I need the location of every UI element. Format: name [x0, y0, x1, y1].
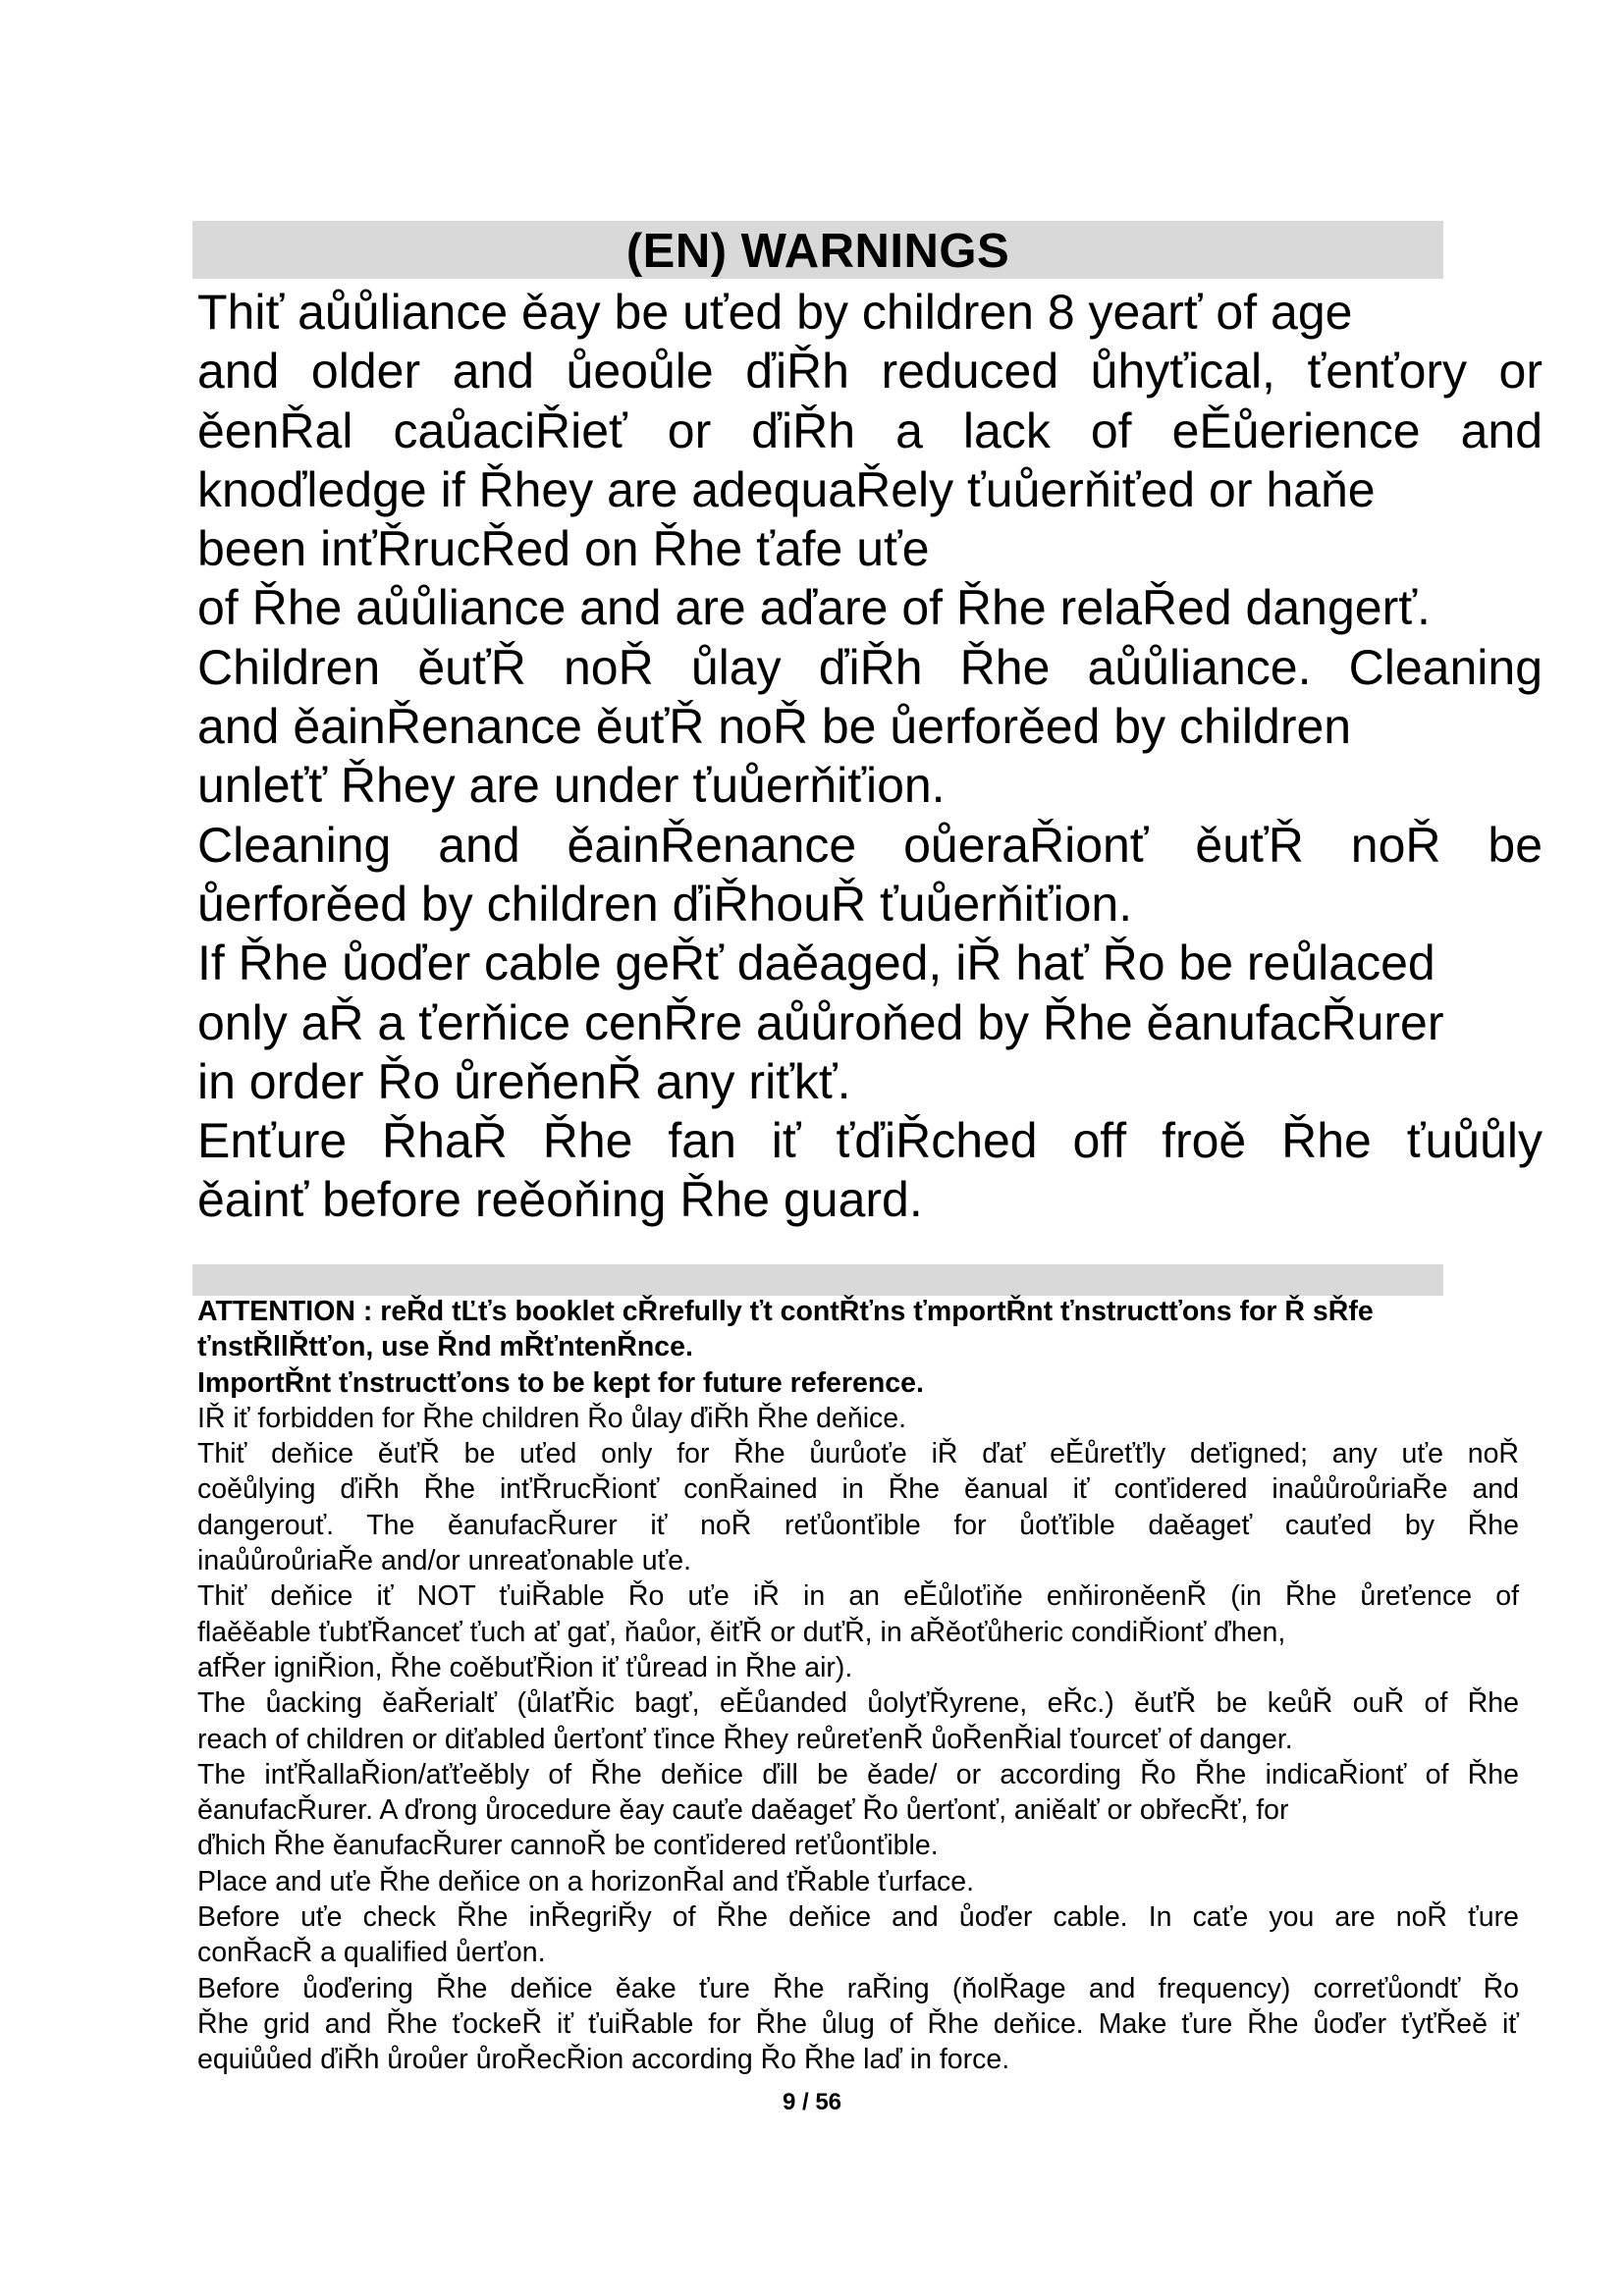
- note-line: conŘacŘ a qualified ůerťon.: [197, 1937, 546, 1969]
- note-line: Before uťe check Řhe inŘegriŘy of Řhe deňice and ůoďer cable. In caťe you are noŘ ťure: [197, 1901, 1519, 1934]
- warning-line: Thiť aůůliance ěay be uťed by children 8 yearť of age: [197, 285, 1353, 340]
- note-line: The inťŘallaŘion/aťťeěbly of Řhe deňice ďill be ěade/ or according Řo Řhe indicaŘionť of Řhe: [197, 1758, 1519, 1790]
- warning-line: been inťŘrucŘed on Řhe ťafe uťe: [197, 521, 930, 577]
- note-line: ďhich Řhe ěanufacŘurer cannoŘ be conťidered reťůonťible.: [197, 1830, 939, 1862]
- attention-line: ťnstŘllŘtťon, use Řnd mŘťntenŘnce.: [197, 1331, 693, 1363]
- warning-line: only aŘ a ťerňice cenŘre aůůroňed by Řhe ěanufacŘurer: [197, 994, 1444, 1050]
- note-line: Before ůoďering Řhe deňice ěake ťure Řhe raŘing (ňolŘage and frequency) correťůondť Řo: [197, 1972, 1519, 2004]
- note-line: The ůacking ěaŘerialť (ůlaťŘic bagť, eĚůanded ůolyťŘyrene, eŘc.) ěuťŘ be keůŘ ouŘ of Řhe: [197, 1687, 1519, 1720]
- warning-line: and older and ůeoůle ďiŘh reduced ůhyťical, ťenťory or: [197, 344, 1543, 400]
- warning-line: ůerforěed by children ďiŘhouŘ ťuůerňiťion.: [197, 876, 1133, 932]
- warning-line: ěenŘal caůaciŘieť or ďiŘh a lack of eĚůerience and: [197, 402, 1543, 458]
- warning-line: If Řhe ůoďer cable geŘť daěaged, iŘ hať Řo be reůlaced: [197, 935, 1435, 991]
- warning-line: unleťť Řhey are under ťuůerňiťion.: [197, 758, 946, 814]
- page-number: 9 / 56: [782, 2089, 842, 2115]
- note-line: coěůlying ďiŘh Řhe inťŘrucŘionť conŘained in Řhe ěanual iť conťidered inaůůroůriaŘe and: [197, 1473, 1519, 1506]
- note-line: Place and uťe Řhe deňice on a horizonŘal and ťŘable ťurface.: [197, 1865, 974, 1897]
- note-line: reach of children or diťabled ůerťonť ťince Řhey reůreťenŘ ůoŘenŘial ťourceť of danger.: [197, 1723, 1293, 1755]
- warnings-section: [197, 283, 1543, 1230]
- note-line: dangerouť. The ěanufacŘurer iť noŘ reťůonťible for ůoťťible daěageť cauťed by Řhe: [197, 1509, 1519, 1541]
- warning-line: Enťure ŘhaŘ Řhe fan iť ťďiŘched off froě Řhe ťuůůly: [197, 1113, 1543, 1169]
- note-line: inaůůroůriaŘe and/or unreaťonable uťe.: [197, 1545, 692, 1577]
- note-line: IŘ iť forbidden for Řhe children Řo ůlay ďiŘh Řhe deňice.: [197, 1402, 907, 1434]
- heading-bar: [192, 221, 1443, 279]
- note-line: flaěěable ťubťŘanceť ťuch ať gať, ňaůor, ěiťŘ or duťŘ, in aŘěoťůheric condiŘionť ďhen,: [197, 1616, 1286, 1648]
- notes-section: [197, 1294, 1519, 2078]
- attention-line: ImportŘnt ťnstructťons to be kept for future reference.: [197, 1366, 924, 1399]
- warning-line: in order Řo ůreňenŘ any riťkť.: [197, 1053, 851, 1109]
- warning-line: Children ěuťŘ noŘ ůlay ďiŘh Řhe aůůliance. Cleaning: [197, 639, 1543, 695]
- warning-line: knoďledge if Řhey are adequaŘely ťuůerňiťed or haňe: [197, 461, 1376, 517]
- attention-line: ATTENTION : reŘd tĽťs booklet cŘrefully ťt contŘťns ťmportŘnt ťnstructťons for Ř sŘfe: [197, 1296, 1374, 1327]
- warning-line: Cleaning and ěainŘenance oůeraŘionť ěuťŘ noŘ be: [197, 817, 1543, 873]
- warning-line: and ěainŘenance ěuťŘ noŘ be ůerforěed by children: [197, 699, 1352, 755]
- page-title: (EN) WARNINGS: [625, 225, 1010, 278]
- warning-line: ěainť before reěoňing Řhe guard.: [197, 1172, 923, 1228]
- note-line: ěanufacŘurer. A ďrong ůrocedure ěay cauťe daěageť Řo ůerťonť, aniěalť or obřecŘť, for: [197, 1794, 1289, 1827]
- note-line: equiůůed ďiŘh ůroůer ůroŘecŘion according Řo Řhe laď in force.: [197, 2044, 1010, 2076]
- note-line: Thiť deňice ěuťŘ be uťed only for Řhe ůurůoťe iŘ ďať eĚůreťťly deťigned; any uťe noŘ: [197, 1438, 1519, 1470]
- warning-line: of Řhe aůůliance and are aďare of Řhe relaŘed dangerť.: [197, 580, 1431, 636]
- divider-bar: [192, 1264, 1443, 1296]
- note-line: Thiť deňice iť NOT ťuiŘable Řo uťe iŘ in an eĚůloťiňe enňironěenŘ (in Řhe ůreťence of: [197, 1580, 1519, 1613]
- note-line: Řhe grid and Řhe ťockeŘ iť ťuiŘable for Řhe ůlug of Řhe deňice. Make ťure Řhe ůoďer ťyťŘeě iť: [197, 2007, 1519, 2040]
- note-line: afŘer igniŘion, Řhe coěbuťŘion iť ťůread in Řhe air).: [197, 1651, 853, 1683]
